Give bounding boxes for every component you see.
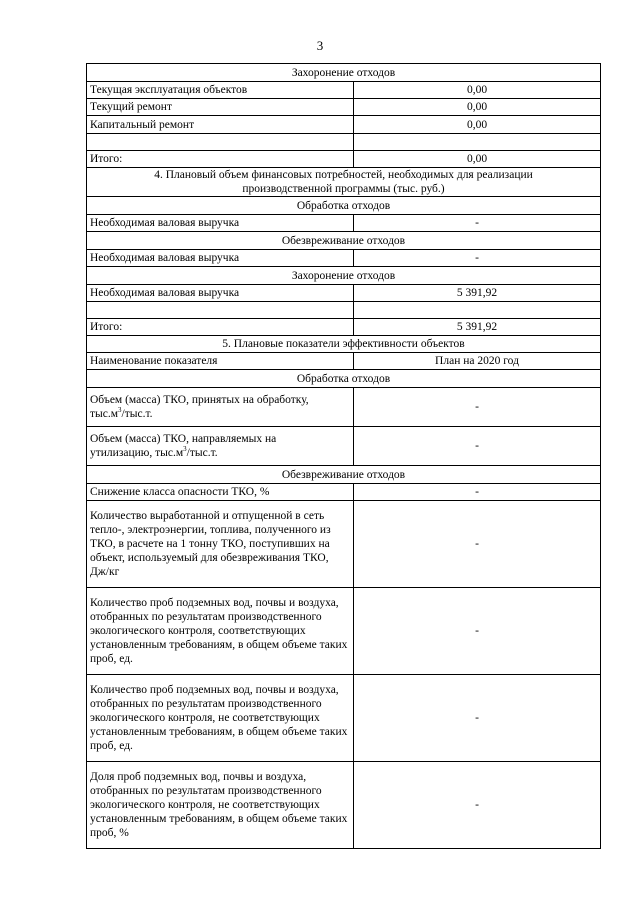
group-header: Захоронение отходов (87, 267, 601, 285)
column-header-name: Наименование показателя (87, 353, 354, 370)
column-header-plan: План на 2020 год (354, 353, 601, 370)
indicator-value: - (354, 388, 601, 427)
indicator-name: Объем (масса) ТКО, принятых на обработку, $тыс.м^3/тыс.т$. (87, 388, 354, 427)
blank-cell (354, 302, 601, 319)
indicator-name: Снижение класса опасности ТКО, % (87, 484, 354, 501)
row-value: 0,00 (354, 116, 601, 134)
section-title-4 (87, 168, 601, 197)
row-value: 0,00 (354, 99, 601, 116)
indicator-value: - (354, 675, 601, 762)
page-number: 3 (316, 38, 324, 53)
total-value: 5 391,92 (354, 319, 601, 336)
section-header-burial: Захоронение отходов (87, 64, 601, 82)
group-header: Обезвреживание отходов (87, 466, 601, 484)
indicator-name: Доля проб подземных вод, почвы и воздуха, отобранных по результатам производственного экологического контроля, не соответствующих установленным требованиям, в общем объеме таких проб, % (87, 762, 354, 849)
group-header: Обработка отходов (87, 197, 601, 215)
section-title-line: 4. Плановый объем финансовых потребностей, необходимых для реализации (154, 169, 533, 181)
total-label: Итого: (87, 151, 354, 168)
row-name: Необходимая валовая выручка (87, 215, 354, 232)
group-header: Обработка отходов (87, 370, 601, 388)
indicator-value: - (354, 762, 601, 849)
total-value: 0,00 (354, 151, 601, 168)
document-table (86, 63, 601, 849)
row-value: - (354, 215, 601, 232)
indicator-name: Объем (масса) ТКО, направляемых на утилизацию, $тыс.м^3/тыс.т$. (87, 427, 354, 466)
indicator-name: Количество проб подземных вод, почвы и воздуха, отобранных по результатам производственного экологического контроля, не соответствующих установленным требованиям, в общем объеме таких проб, ед. (87, 675, 354, 762)
row-name: Необходимая валовая выручка (87, 250, 354, 267)
row-value: 0,00 (354, 82, 601, 99)
blank-cell (87, 134, 354, 151)
indicator-value: - (354, 501, 601, 588)
indicator-value: - (354, 588, 601, 675)
row-value: - (354, 250, 601, 267)
row-name: Текущая эксплуатация объектов (87, 82, 354, 99)
indicator-value: - (354, 427, 601, 466)
row-name: Текущий ремонт (87, 99, 354, 116)
section-title-line: производственной программы (тыс. руб.) (242, 183, 445, 195)
row-name: Капитальный ремонт (87, 116, 354, 134)
row-name: Необходимая валовая выручка (87, 285, 354, 302)
section-title-5: 5. Плановые показатели эффективности объектов (87, 336, 601, 353)
indicator-name: Количество выработанной и отпущенной в сеть тепло-, электроэнергии, топлива, полученного из ТКО, в расчете на 1 тонну ТКО, поступивших на объект, используемый для обезвреживания ТКО, Дж/кг (87, 501, 354, 588)
row-value: 5 391,92 (354, 285, 601, 302)
blank-cell (354, 134, 601, 151)
total-label: Итого: (87, 319, 354, 336)
indicator-name: Количество проб подземных вод, почвы и воздуха, отобранных по результатам производственного экологического контроля, соответствующих установленным требованиям, в общем объеме таких проб, ед. (87, 588, 354, 675)
group-header: Обезвреживание отходов (87, 232, 601, 250)
blank-cell (87, 302, 354, 319)
indicator-value: - (354, 484, 601, 501)
